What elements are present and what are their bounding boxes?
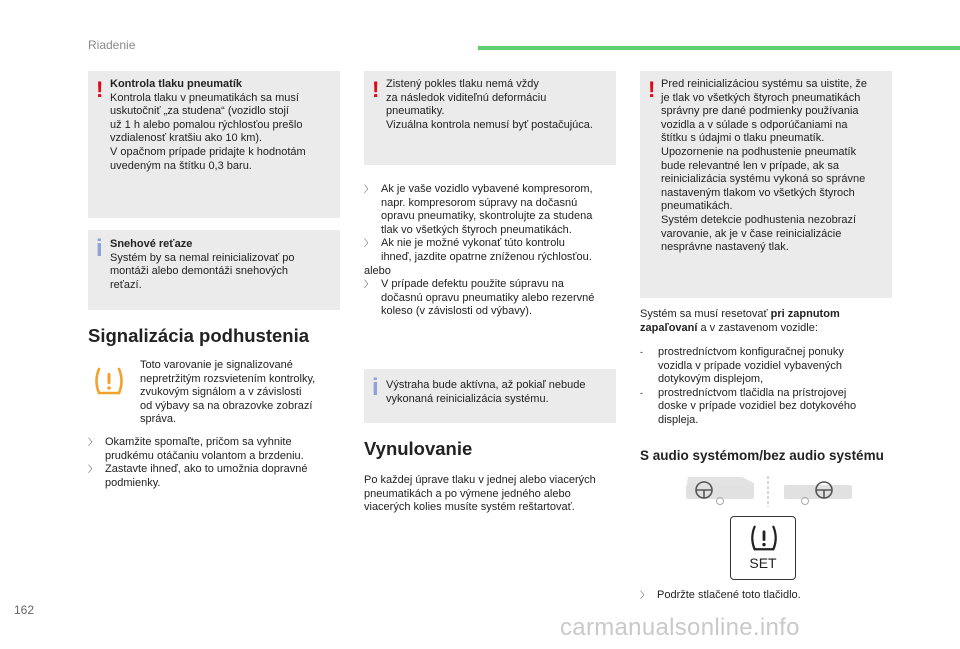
box-line: Systém by sa nemal reinicializovať po	[110, 251, 295, 264]
box-line: za následok viditeľnú deformáciu	[386, 91, 547, 104]
box-line: reinicializácia systému vykoná so správne	[661, 173, 866, 186]
box-line: nastaveným tlakom vo všetkých štyroch	[661, 186, 855, 199]
box-line: už 1 h alebo pomalou rýchlosťou prešlo	[110, 118, 303, 131]
press-instruction	[640, 589, 892, 603]
list-item: 〉 Zastavte ihneď, ako to umožnia dopravné podmienky.	[88, 463, 308, 489]
reset-conditions: Systém sa musí resetovať pri zapnutom zapaľovaní a v zastavenom vozidle:	[640, 308, 840, 334]
para-line: viacerých kolies musíte systém reštartovať.	[364, 501, 575, 514]
set-button[interactable]	[730, 516, 796, 580]
box-line: Vizuálna kontrola nemusí byť postačujúca.	[386, 118, 593, 131]
list-item: 〉 Ak nie je možné vykonať túto kontrolu ihneď, jazdite opatrne zníženou rýchlosťou.	[364, 237, 592, 263]
arrow-bullet-icon: 〉	[364, 184, 374, 194]
box-title: Snehové reťaze	[110, 238, 193, 250]
section-title: Riadenie	[88, 38, 136, 52]
set-button-label: SET	[749, 555, 777, 571]
box-line: pneumatiky.	[386, 105, 445, 118]
box-line: vzdialenosť kratšiu ako 10 km).	[110, 132, 263, 145]
list-item: alebo	[364, 264, 391, 277]
box-line: Kontrola tlaku v pneumatikách sa musí	[110, 91, 299, 104]
dash-bullet: -	[640, 347, 643, 357]
list-item: 〉 Podržte stlačené toto tlačidlo.	[640, 589, 801, 601]
arrow-bullet-icon: 〉	[364, 238, 374, 249]
box-line: reťazí.	[110, 278, 142, 291]
arrow-bullet-icon: 〉	[640, 590, 650, 600]
arrow-bullet-icon: 〉	[364, 279, 374, 290]
tire-pressure-icon	[748, 523, 780, 553]
box-line: V opačnom prípade pridajte k hodnotám	[110, 145, 306, 158]
list-item: 〉 V prípade defektu použite súpravu na dočasnú opravu pneumatiky alebo rezervné koleso (v závislosti od výbavy).	[364, 278, 595, 318]
box-line: nesprávne nastavený tlak.	[661, 241, 789, 254]
compressor-instructions	[364, 183, 616, 319]
pressure-loss-warning-box	[364, 71, 616, 165]
watermark: carmanualsonline.info	[560, 614, 800, 641]
box-line: pneumatikách.	[661, 200, 733, 213]
section-accent-bar	[478, 46, 960, 50]
dashboard-illustration	[684, 473, 854, 513]
box-title: Kontrola tlaku pneumatík	[110, 78, 243, 90]
list-item: - prostredníctvom konfiguračnej ponuky vozidla v prípade vozidiel vybavených dotykovým displejom,	[640, 346, 844, 386]
subheading-audio-system: S audio systémom/bez audio systému	[640, 448, 884, 463]
exclamation-icon: !	[96, 77, 104, 102]
dash-bullet: -	[640, 387, 643, 398]
alert-active-info-box	[364, 369, 616, 423]
info-icon: i	[372, 374, 379, 401]
alert-line: Toto varovanie je signalizované	[140, 359, 293, 371]
page-number: 162	[14, 603, 35, 617]
box-line: Zistený pokles tlaku nemá vždy	[386, 78, 539, 90]
box-line: je tlak vo všetkých štyroch pneumatikách	[661, 91, 861, 104]
heading-underinflation: Signalizácia podhustenia	[88, 325, 310, 346]
box-line: Systém detekcie podhustenia nezobrazí	[661, 213, 857, 226]
list-item: 〉 Okamžite spomaľte, pričom sa vyhnite prudkému otáčaniu volantom a brzdeniu.	[88, 436, 304, 462]
box-line: bude relevantné len v prípade, ak sa	[661, 159, 839, 172]
alert-line: správa.	[140, 413, 177, 426]
box-line: varovanie, ak je v čase reinicializácie	[661, 227, 842, 240]
reset-methods	[640, 346, 892, 428]
pre-reset-warning-box	[640, 71, 892, 298]
box-line: montáži alebo demontáži snehových	[110, 265, 288, 278]
info-icon: i	[96, 235, 103, 262]
para-line: pneumatikách a po výmene jedného alebo	[364, 487, 571, 500]
snow-chains-box	[88, 230, 340, 310]
box-line: správny pre dané podmienky používania	[661, 105, 859, 118]
box-line: vozidla a v súlade s odporúčaniami na	[661, 118, 848, 131]
list-item: 〉 Ak je vaše vozidlo vybavené kompresorom, napr. kompresorom súpravy na dočasnú opravu pneumatiky, skontrolujte za studena tlak vo všetkých štyroch pneumatikách.	[364, 183, 593, 236]
box-line: Výstraha bude aktívna, až pokiaľ nebude	[386, 379, 586, 391]
heading-reset: Vynulovanie	[364, 438, 473, 459]
alert-line: zvukovým signálom a v závislosti	[140, 386, 302, 399]
para-line: Po každej úprave tlaku v jednej alebo viacerých	[364, 474, 596, 486]
alert-line: od výbavy sa na obrazovke zobrazí	[140, 399, 313, 412]
box-line: uskutočniť „za studena“ (vozidlo stojí	[110, 105, 289, 118]
box-line: Pred reinicializáciou systému sa uistite, že	[661, 78, 868, 90]
underinflation-steps	[88, 436, 340, 490]
tire-pressure-warning-icon	[92, 364, 126, 398]
box-line: štítku s údajmi o tlaku pneumatík.	[661, 132, 825, 145]
arrow-bullet-icon: 〉	[88, 464, 98, 475]
exclamation-icon: !	[648, 77, 656, 102]
box-line: vykonaná reinicializácia systému.	[386, 392, 549, 405]
arrow-bullet-icon: 〉	[88, 437, 98, 447]
alert-line: nepretržitým rozsvietením kontrolky,	[140, 372, 316, 385]
box-line: Upozornenie na podhustenie pneumatík	[661, 145, 857, 158]
exclamation-icon: !	[372, 77, 380, 102]
list-item: - prostredníctvom tlačidla na prístrojovej doske v prípade vozidiel bez dotykového displeja.	[640, 386, 857, 426]
box-line: uvedeným na štítku 0,3 baru.	[110, 159, 252, 172]
tire-pressure-check-box	[88, 71, 340, 218]
